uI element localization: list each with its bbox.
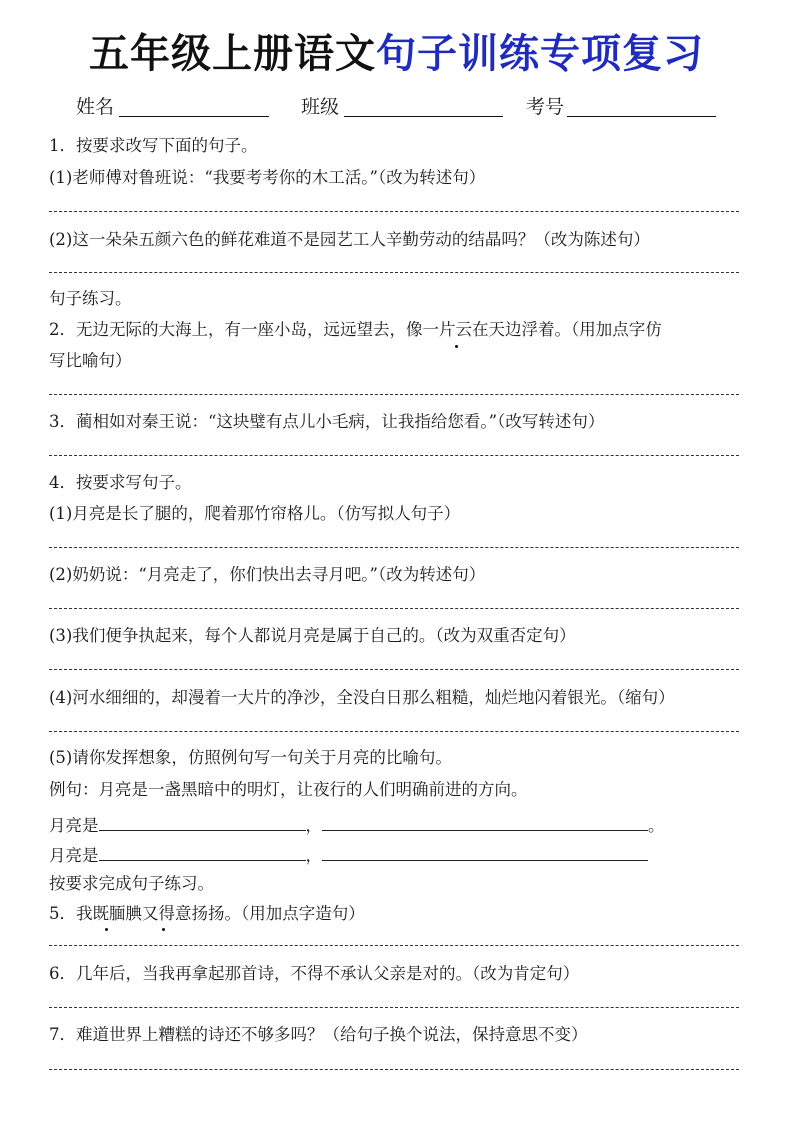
question-3: 3．蔺相如对秦王说：“这块璧有点儿小毛病，让我指给您看。”（改写转述句）: [49, 412, 605, 431]
answer-line-3[interactable]: [49, 455, 739, 456]
question-4-2: (2)奶奶说：“月亮走了，你们快出去寻月吧。”（改为转述句）: [49, 565, 486, 584]
emphasis-dot: [455, 345, 458, 348]
fill-prefix: 月亮是: [49, 816, 99, 835]
answer-line-1-2[interactable]: [49, 272, 739, 273]
emphasis-dot: [162, 928, 165, 931]
section-heading-complete-sentences: 按要求完成句子练习。: [49, 874, 214, 893]
fill-comma: ，: [305, 846, 322, 865]
section-heading-sentence-practice: 句子练习。: [49, 289, 132, 308]
title-part-blue: 句子训练专项复习: [376, 31, 704, 77]
fill-in-line-1: [49, 812, 665, 838]
fill-blank-1a[interactable]: [99, 812, 306, 831]
question-4-heading: 4．按要求写句子。: [49, 473, 192, 492]
fill-comma: ，: [305, 816, 322, 835]
question-2-line-2: 写比喻句）: [49, 351, 132, 370]
class-field[interactable]: [344, 116, 503, 117]
question-2-line-1: 2．无边无际的大海上，有一座小岛，远远望去，像一片云在天边浮着。（用加点字仿: [49, 320, 662, 339]
fill-in-line-2: [49, 842, 648, 868]
answer-line-5[interactable]: [49, 945, 739, 946]
title-part-black: 五年级上册语文: [89, 31, 376, 77]
question-4-5: (5)请你发挥想象，仿照例句写一句关于月亮的比喻句。: [49, 748, 452, 767]
page-title: [0, 26, 793, 82]
answer-line-4-1[interactable]: [49, 547, 739, 548]
student-info-row: [0, 94, 793, 124]
answer-line-7[interactable]: [49, 1069, 739, 1070]
answer-line-4-3[interactable]: [49, 669, 739, 670]
question-7: 7．难道世界上糟糕的诗还不够多吗？（给句子换个说法，保持意思不变）: [49, 1025, 588, 1044]
name-field[interactable]: [119, 116, 269, 117]
question-4-4: (4)河水细细的，却漫着一大片的净沙，全没白日那么粗糙，灿烂地闪着银光。（缩句）: [49, 688, 675, 707]
answer-line-6[interactable]: [49, 1007, 739, 1008]
example-sentence: 例句：月亮是一盏黑暗中的明灯，让夜行的人们明确前进的方向。: [49, 780, 528, 799]
exam-number-field[interactable]: [567, 116, 716, 117]
question-5: 5．我既腼腆又得意扬扬。（用加点字造句）: [49, 904, 365, 923]
fill-blank-2b[interactable]: [322, 842, 648, 861]
fill-prefix: 月亮是: [49, 846, 99, 865]
question-6: 6．几年后，当我再拿起那首诗，不得不承认父亲是对的。（改为肯定句）: [49, 964, 580, 983]
answer-line-4-2[interactable]: [49, 608, 739, 609]
question-1-1: (1)老师傅对鲁班说：“我要考考你的木工活。”（改为转述句）: [49, 168, 486, 187]
exam-number-label: 考号: [526, 96, 565, 118]
answer-line-1-1[interactable]: [49, 211, 739, 212]
answer-line-4-4[interactable]: [49, 731, 739, 732]
name-label: 姓名: [76, 96, 115, 118]
question-4-1: (1)月亮是长了腿的，爬着那竹帘格儿。（仿写拟人句子）: [49, 504, 461, 523]
question-1-heading: 1．按要求改写下面的句子。: [49, 136, 258, 155]
emphasis-dot: [105, 928, 108, 931]
class-label: 班级: [301, 96, 340, 118]
fill-period: 。: [648, 816, 665, 835]
question-1-2: (2)这一朵朵五颜六色的鲜花难道不是园艺工人辛勤劳动的结晶吗？（改为陈述句）: [49, 230, 650, 249]
answer-line-2[interactable]: [49, 394, 739, 395]
fill-blank-2a[interactable]: [99, 842, 306, 861]
fill-blank-1b[interactable]: [322, 812, 648, 831]
question-4-3: (3)我们便争执起来，每个人都说月亮是属于自己的。（改为双重否定句）: [49, 626, 576, 645]
